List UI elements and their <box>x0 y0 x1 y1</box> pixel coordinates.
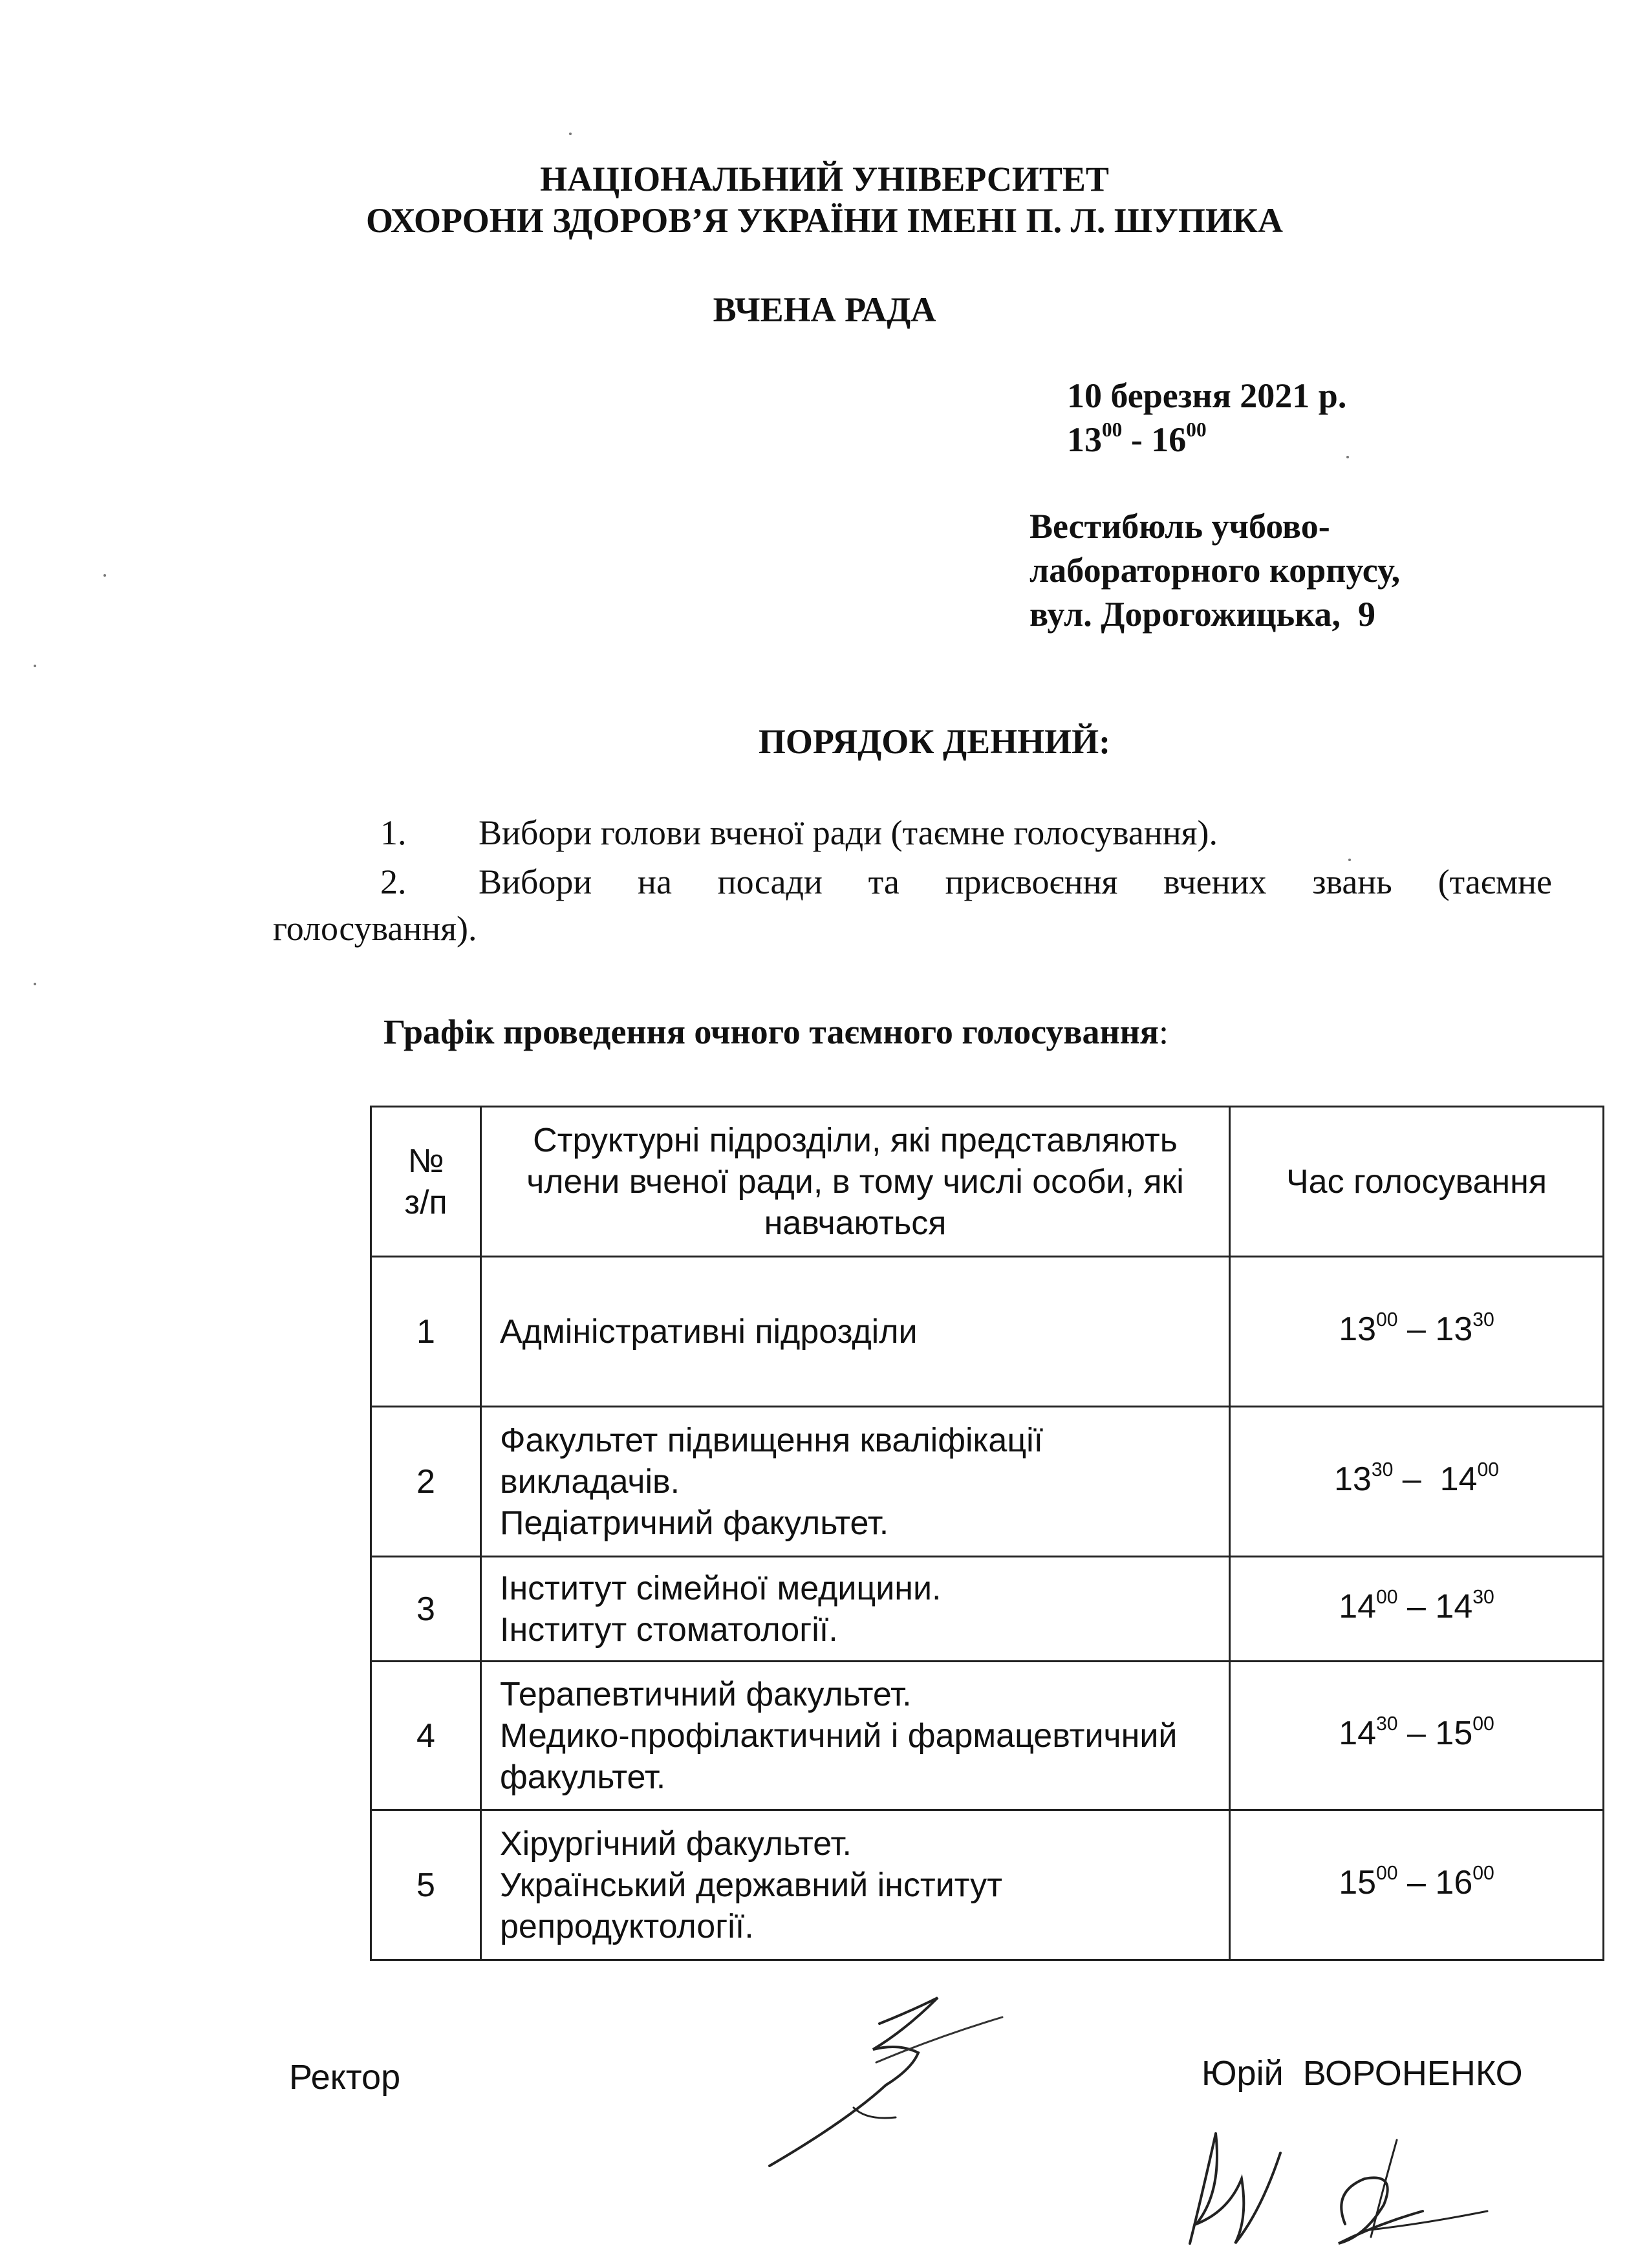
agenda-item-number: 2. <box>380 862 407 901</box>
table-row <box>371 1662 1604 1810</box>
row-units: Терапевтичний факультет. Медико-профілактичний і фармацевтичний факультет. <box>481 1662 1230 1810</box>
row-units: Хірургічний факультет. Український державний інститут репродуктології. <box>481 1810 1230 1960</box>
row-number: 3 <box>371 1557 481 1662</box>
agenda-title: ПОРЯДОК ДЕННИЙ: <box>758 722 1111 761</box>
table-row <box>371 1407 1604 1557</box>
row-units: Інститут сімейної медицини. Інститут стоматології. <box>481 1557 1230 1662</box>
council-title: ВЧЕНА РАДА <box>713 290 936 329</box>
university-name-line1: НАЦІОНАЛЬНИЙ УНІВЕРСИТЕТ <box>540 160 1109 198</box>
row-units: Адміністративні підрозділи <box>481 1257 1230 1407</box>
row-time: $13^{00} - 13^{30}$ <box>1230 1257 1604 1407</box>
scan-speck <box>569 133 572 135</box>
meeting-date: 10 березня 2021 р. <box>1067 376 1347 415</box>
rector-signature <box>744 1972 1015 2185</box>
row-time: $14^{00} - 14^{30}$ <box>1230 1557 1604 1662</box>
row-time: $13^{30} - 14^{00}$ <box>1230 1407 1604 1557</box>
agenda-item-text-continued: голосування). <box>273 909 477 948</box>
scan-speck <box>1348 859 1351 861</box>
scan-speck <box>1346 456 1349 458</box>
table-header-row <box>371 1107 1604 1257</box>
university-name-line2: ОХОРОНИ ЗДОРОВ’Я УКРАЇНИ ІМЕНІ П. Л. ШУПИКА <box>366 201 1283 240</box>
signatory-position: Ректор <box>289 2058 401 2097</box>
scan-speck <box>103 574 106 577</box>
row-time: $15^{00} - 16^{00}$ <box>1230 1810 1604 1960</box>
location-line2: лабораторного корпусу, <box>1029 551 1401 590</box>
meeting-time: $13^{00} - 16^{00}$ <box>1067 418 1207 459</box>
agenda-item-text: Вибори на посади та присвоєння вчених звань (таємне <box>479 862 1552 901</box>
approval-signature <box>1151 2114 1513 2263</box>
location-line3: вул. Дорогожицька, 9 <box>1029 595 1376 634</box>
scan-speck <box>34 983 36 985</box>
scan-speck <box>34 665 36 667</box>
agenda-item-number: 1. <box>380 813 407 852</box>
row-number: 1 <box>371 1257 481 1407</box>
row-number: 2 <box>371 1407 481 1557</box>
signatory-name: Юрій ВОРОНЕНКО <box>1202 2054 1523 2093</box>
agenda-item-text: Вибори голови вченої ради (таємне голосування). <box>479 813 1218 852</box>
row-number: 4 <box>371 1662 481 1810</box>
header-number: № з/п <box>371 1107 481 1257</box>
row-time: $14^{30} - 15^{00}$ <box>1230 1662 1604 1810</box>
schedule-table <box>370 1106 1604 1961</box>
table-row <box>371 1257 1604 1407</box>
header-units: Структурні підрозділи, які представляють члени вченої ради, в тому числі особи, які навчаються <box>481 1107 1230 1257</box>
row-units: Факультет підвищення кваліфікації викладачів. Педіатричний факультет. <box>481 1407 1230 1557</box>
table-row <box>371 1557 1604 1662</box>
table-row <box>371 1810 1604 1960</box>
location-line1: Вестибюль учбово- <box>1029 507 1330 546</box>
schedule-title: Графік проведення очного таємного голосування: <box>383 1012 1169 1051</box>
header-time: Час голосування <box>1230 1107 1604 1257</box>
row-number: 5 <box>371 1810 481 1960</box>
